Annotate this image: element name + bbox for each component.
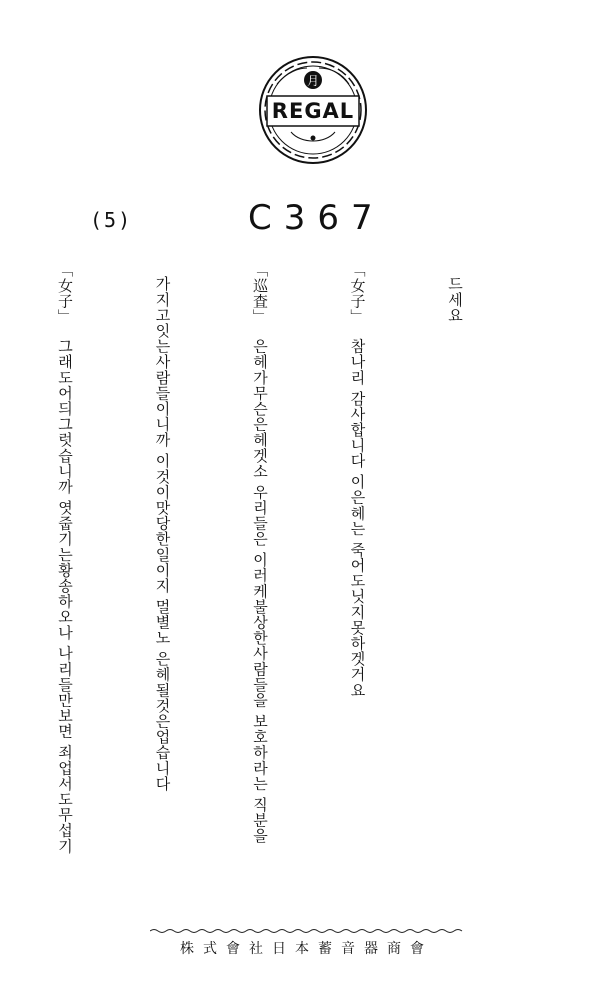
wavy-divider-line	[150, 928, 466, 934]
script-line	[244, 262, 277, 922]
speaker-label: 「巡査」	[251, 262, 269, 325]
catalog-number: C367	[248, 198, 385, 238]
script-line	[439, 262, 472, 922]
script-line	[341, 262, 374, 922]
regal-record-emblem	[257, 54, 369, 166]
line-text: 그래도어듸그럿습니까 엿줍기는황송하오나 나리들만보면 죄업서도무섭기	[56, 338, 74, 854]
speaker-label: 「女子」	[348, 262, 367, 325]
line-text: 참나리 감사합니다 이은헤는 죽어도닛지못하겟거요	[348, 338, 367, 698]
script-line	[49, 262, 82, 922]
publisher-name: 株式會社日本蓄音器商會	[180, 941, 433, 957]
speaker-label: 「女子」	[56, 262, 74, 325]
footer-divider	[150, 928, 466, 934]
logo-emblem-glyph: 月	[306, 74, 320, 88]
logo-brand-text: REGAL	[271, 99, 355, 123]
lyric-script-body	[56, 262, 536, 922]
page-number: (5)	[90, 208, 133, 232]
script-line	[146, 262, 179, 922]
line-text: 은헤가무슨은헤겟소 우리들은 이러케불상한사람들을 보호하라는 직분을	[251, 338, 269, 844]
line-text: 가지고잇는사람들이니까 이것이맛당한일이지 멀별노 은헤될것은업습니다	[153, 276, 172, 792]
regal-label-logo	[257, 54, 369, 166]
line-text: 드세요	[446, 276, 464, 323]
